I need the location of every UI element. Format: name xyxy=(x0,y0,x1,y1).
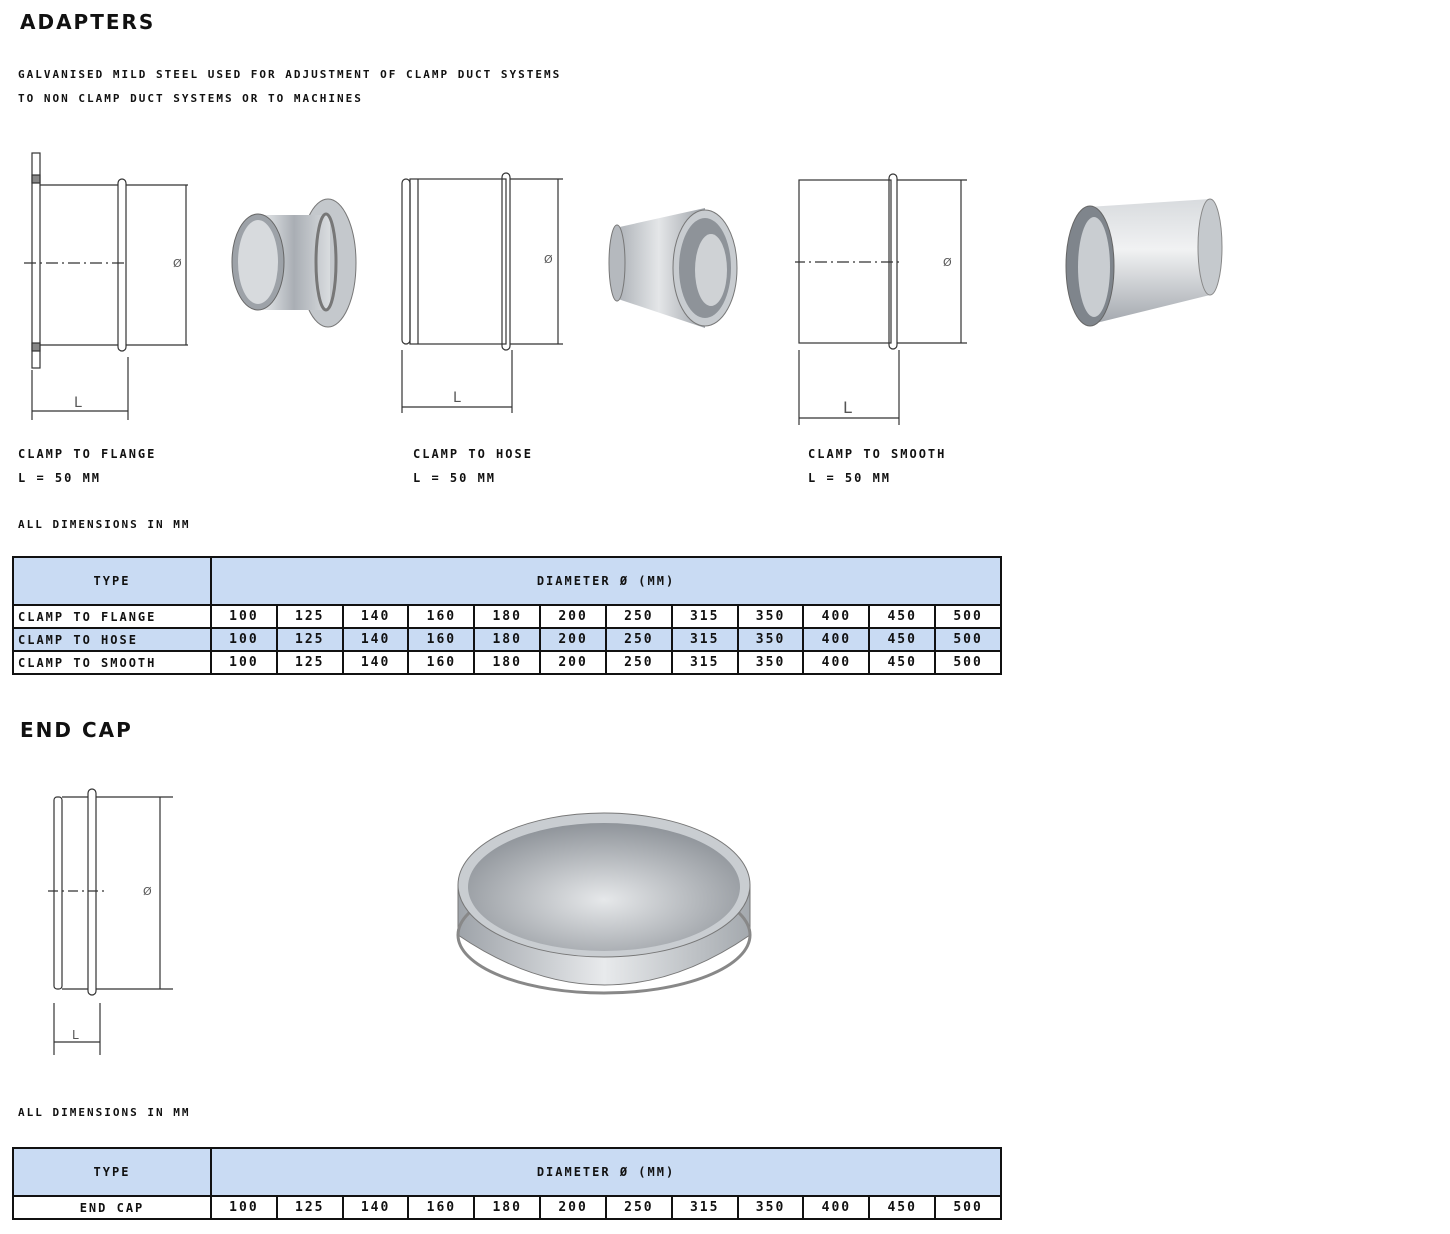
diameter-cell: 400 xyxy=(803,628,869,651)
diameter-cell: 140 xyxy=(343,651,409,674)
diameter-cell: 140 xyxy=(343,628,409,651)
diameter-cell: 250 xyxy=(606,651,672,674)
diameter-cell: 315 xyxy=(672,628,738,651)
diameter-cell: 200 xyxy=(540,651,606,674)
diameter-cell: 315 xyxy=(672,605,738,628)
diameter-header: DIAMETER Ø (MM) xyxy=(211,1148,1001,1196)
length-label: L xyxy=(453,390,461,406)
row-type: CLAMP TO HOSE xyxy=(13,628,211,651)
length-label: L xyxy=(72,1028,79,1042)
item-name-clamp-to-hose: CLAMP TO HOSE xyxy=(413,447,533,461)
diameter-cell: 125 xyxy=(277,1196,343,1219)
row-type: CLAMP TO SMOOTH xyxy=(13,651,211,674)
diameter-cell: 100 xyxy=(211,651,277,674)
diameter-cell: 250 xyxy=(606,628,672,651)
diameter-cell: 100 xyxy=(211,1196,277,1219)
section-title-end-cap: END CAP xyxy=(20,718,133,742)
clamp-to-flange-drawing xyxy=(18,145,198,425)
diameter-cell: 180 xyxy=(474,651,540,674)
diameter-cell: 160 xyxy=(408,605,474,628)
diameter-cell: 315 xyxy=(672,651,738,674)
diameter-cell: 180 xyxy=(474,1196,540,1219)
diameter-cell: 350 xyxy=(738,1196,804,1219)
diameter-cell: 140 xyxy=(343,1196,409,1219)
clamp-to-flange-photo xyxy=(228,195,363,335)
item-length-clamp-to-smooth: L = 50 MM xyxy=(808,471,892,485)
length-label: L xyxy=(74,395,82,411)
diameter-label: Ø xyxy=(143,885,152,898)
diameter-label: Ø xyxy=(943,256,952,269)
end-cap-photo xyxy=(450,805,760,1000)
row-type: CLAMP TO FLANGE xyxy=(13,605,211,628)
diameter-cell: 250 xyxy=(606,1196,672,1219)
section-title-adapters: ADAPTERS xyxy=(20,10,156,34)
diameter-cell: 450 xyxy=(869,651,935,674)
item-name-clamp-to-flange: CLAMP TO FLANGE xyxy=(18,447,157,461)
diameter-cell: 125 xyxy=(277,651,343,674)
diameter-cell: 200 xyxy=(540,605,606,628)
diameter-cell: 125 xyxy=(277,605,343,628)
diameter-cell: 500 xyxy=(935,628,1001,651)
diameter-cell: 315 xyxy=(672,1196,738,1219)
type-header: TYPE xyxy=(13,1148,211,1196)
item-length-clamp-to-flange: L = 50 MM xyxy=(18,471,102,485)
table-row xyxy=(13,1196,1001,1219)
diameter-cell: 500 xyxy=(935,1196,1001,1219)
diameter-cell: 450 xyxy=(869,628,935,651)
clamp-to-hose-photo xyxy=(605,198,745,333)
table-row xyxy=(13,651,1001,674)
diameter-cell: 350 xyxy=(738,605,804,628)
clamp-to-smooth-drawing xyxy=(795,170,975,430)
end-cap-dimensions-note: ALL DIMENSIONS IN MM xyxy=(18,1106,191,1119)
diameter-cell: 200 xyxy=(540,628,606,651)
clamp-to-hose-drawing xyxy=(398,165,578,415)
diameter-cell: 100 xyxy=(211,628,277,651)
table-row xyxy=(13,628,1001,651)
diameter-label: Ø xyxy=(173,257,182,270)
diameter-cell: 250 xyxy=(606,605,672,628)
diameter-cell: 160 xyxy=(408,628,474,651)
diameter-cell: 160 xyxy=(408,651,474,674)
item-name-clamp-to-smooth: CLAMP TO SMOOTH xyxy=(808,447,947,461)
diameter-cell: 400 xyxy=(803,605,869,628)
length-label: L xyxy=(843,398,852,417)
item-length-clamp-to-hose: L = 50 MM xyxy=(413,471,497,485)
diameter-cell: 400 xyxy=(803,1196,869,1219)
adapters-spec-table xyxy=(12,556,1002,675)
diameter-cell: 500 xyxy=(935,605,1001,628)
diameter-cell: 350 xyxy=(738,651,804,674)
diameter-cell: 125 xyxy=(277,628,343,651)
diameter-cell: 450 xyxy=(869,605,935,628)
diameter-cell: 500 xyxy=(935,651,1001,674)
adapters-description-line1: GALVANISED MILD STEEL USED FOR ADJUSTMENT OF CLAMP DUCT SYSTEMS xyxy=(18,68,562,81)
diameter-cell: 350 xyxy=(738,628,804,651)
diameter-header: DIAMETER Ø (MM) xyxy=(211,557,1001,605)
table-row xyxy=(13,605,1001,628)
diameter-cell: 180 xyxy=(474,605,540,628)
diameter-cell: 450 xyxy=(869,1196,935,1219)
diameter-cell: 100 xyxy=(211,605,277,628)
end-cap-spec-table xyxy=(12,1147,1002,1220)
diameter-cell: 140 xyxy=(343,605,409,628)
row-type: END CAP xyxy=(13,1196,211,1219)
end-cap-drawing xyxy=(48,785,188,1060)
type-header: TYPE xyxy=(13,557,211,605)
adapters-dimensions-note: ALL DIMENSIONS IN MM xyxy=(18,518,191,531)
clamp-to-smooth-photo xyxy=(1060,195,1230,335)
diameter-cell: 180 xyxy=(474,628,540,651)
adapters-description-line2: TO NON CLAMP DUCT SYSTEMS OR TO MACHINES xyxy=(18,92,363,105)
diameter-cell: 400 xyxy=(803,651,869,674)
diameter-cell: 160 xyxy=(408,1196,474,1219)
diameter-label: Ø xyxy=(544,253,553,266)
diameter-cell: 200 xyxy=(540,1196,606,1219)
